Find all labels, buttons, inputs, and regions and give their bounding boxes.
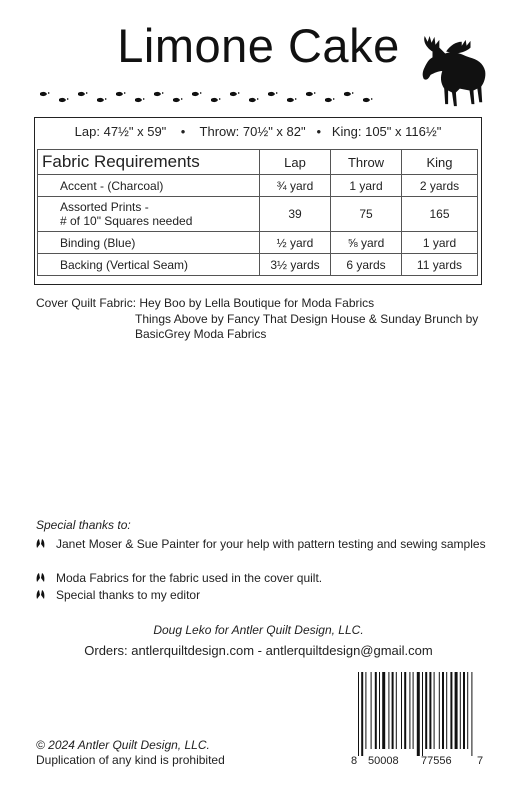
footprint-mark — [154, 92, 164, 96]
barcode-bar — [429, 672, 431, 749]
barcode-bar — [455, 672, 458, 749]
barcode-bar — [382, 672, 385, 749]
footprint-mark — [59, 98, 69, 102]
footprint-mark — [40, 92, 50, 96]
footprint-mark — [173, 98, 183, 102]
moose-silhouette-icon — [413, 34, 491, 110]
row-label: Backing (Vertical Seam) — [38, 254, 260, 276]
barcode-bar — [413, 672, 414, 749]
barcode-bar — [467, 672, 468, 749]
barcode-bar — [450, 672, 452, 749]
barcode-bar — [422, 672, 423, 756]
footprint-mark — [192, 92, 202, 96]
cell-lap: ½ yard — [260, 232, 331, 254]
cell-throw: ⅝ yard — [331, 232, 402, 254]
footprint-mark — [135, 98, 145, 102]
table-row — [38, 175, 478, 197]
barcode-bar — [361, 672, 363, 756]
cell-king: 1 yard — [402, 232, 478, 254]
cell-throw: 6 yards — [331, 254, 402, 276]
separator-dot: • — [180, 124, 186, 139]
barcode-bar — [439, 672, 440, 749]
barcode-bar — [392, 672, 394, 749]
cell-throw: 1 yard — [331, 175, 402, 197]
footprint-mark — [363, 98, 373, 102]
row-label: Accent - (Charcoal) — [38, 175, 260, 197]
barcode-bar — [358, 672, 359, 756]
barcode-bar — [396, 672, 397, 749]
column-header-throw: Throw — [331, 150, 402, 175]
barcode-bar — [434, 672, 435, 749]
barcode-bar — [460, 672, 461, 749]
barcode-bars — [358, 672, 472, 756]
row-label: Assorted Prints - # of 10" Squares needed — [38, 197, 260, 232]
thanks-item-text: Janet Moser & Sue Painter for your help with pattern testing and sewing samples — [56, 537, 486, 551]
size-lap: Lap: 47½" x 59" — [74, 124, 167, 139]
footprint-mark — [344, 92, 354, 96]
footprint-mark — [249, 98, 259, 102]
barcode-bar — [409, 672, 410, 749]
upc-barcode — [350, 672, 485, 767]
footprint-mark — [287, 98, 297, 102]
footprint-mark — [306, 92, 316, 96]
barcode-bar — [463, 672, 465, 749]
row-sublabel: # of 10" Squares needed — [60, 214, 193, 228]
fabric-requirements-box — [34, 117, 482, 285]
separator-dot: • — [316, 124, 322, 139]
moose-track-bullet-icon — [36, 589, 45, 600]
cell-king: 11 yards — [402, 254, 478, 276]
thanks-item-text: Moda Fabrics for the fabric used in the cover quilt. — [56, 571, 323, 585]
footprint-mark — [97, 98, 107, 102]
duplication-notice: Duplication of any kind is prohibited — [36, 753, 225, 767]
barcode-bar — [471, 672, 472, 756]
cover-fabric-line-2: Things Above by Fancy That Design House & Sunday Brunch by BasicGrey Moda Fabrics — [135, 312, 479, 341]
barcode-digit-first: 8 — [351, 755, 358, 767]
table-row — [38, 197, 478, 232]
footprint-mark — [211, 98, 221, 102]
cell-lap: 3½ yards — [260, 254, 331, 276]
size-king: King: 105" x 116½" — [331, 124, 442, 139]
footprint-mark — [78, 92, 88, 96]
footprint-mark — [230, 92, 240, 96]
footprint-mark — [116, 92, 126, 96]
cell-king: 165 — [402, 197, 478, 232]
cell-throw: 75 — [331, 197, 402, 232]
column-header-lap: Lap — [260, 150, 331, 175]
barcode-bar — [446, 672, 447, 749]
thanks-item-text: Special thanks to my editor — [56, 588, 201, 602]
moose-track-bullet-icon — [36, 572, 45, 583]
barcode-bar — [425, 672, 427, 749]
size-throw: Throw: 70½" x 82" — [199, 124, 306, 139]
thanks-heading: Special thanks to: — [36, 518, 131, 532]
quilt-sizes-line — [35, 124, 481, 139]
table-header-row — [38, 150, 478, 175]
cell-lap: 39 — [260, 197, 331, 232]
barcode-digits-right: 77556 — [421, 755, 452, 767]
barcode-digits-left: 50008 — [368, 755, 399, 767]
barcode-bar — [404, 672, 406, 749]
fabric-requirements-table — [37, 149, 478, 276]
barcode-bar — [365, 672, 366, 749]
table-row — [38, 254, 478, 276]
barcode-bar — [379, 672, 380, 749]
copyright-notice: © 2024 Antler Quilt Design, LLC. — [36, 738, 210, 752]
cell-king: 2 yards — [402, 175, 478, 197]
cover-fabric-line: Cover Quilt Fabric: Hey Boo by Lella Boutique for Moda Fabrics — [36, 296, 375, 310]
column-header-king: King — [402, 150, 478, 175]
barcode-bar — [388, 672, 389, 749]
barcode-bar — [442, 672, 444, 749]
orders-contact: Orders: antlerquiltdesign.com - antlerquiltdesign@gmail.com — [84, 643, 433, 658]
barcode-digit-check: 7 — [477, 755, 484, 767]
row-label: Binding (Blue) — [38, 232, 260, 254]
barcode-bar — [375, 672, 377, 749]
barcode-bar — [401, 672, 402, 749]
table-heading: Fabric Requirements — [38, 150, 260, 175]
footprint-tracks-icon — [36, 88, 381, 106]
footprint-mark — [268, 92, 278, 96]
table-row — [38, 232, 478, 254]
footprint-mark — [325, 98, 335, 102]
moose-track-bullet-icon — [36, 538, 45, 549]
barcode-bar — [417, 672, 420, 756]
cell-lap: ¾ yard — [260, 175, 331, 197]
pattern-title: Limone Cake — [117, 19, 400, 72]
barcode-bar — [371, 672, 372, 749]
designer-signoff: Doug Leko for Antler Quilt Design, LLC. — [153, 623, 364, 637]
